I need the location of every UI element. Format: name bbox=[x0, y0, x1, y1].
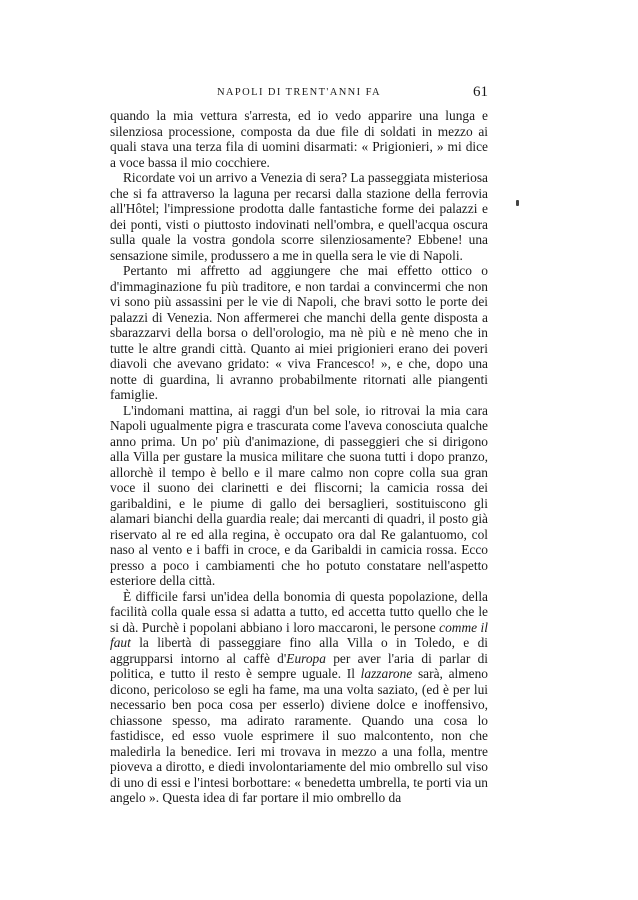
paragraph-5-text-3: per aver l'aria di parlar di politica, e tutto il resto è sempre uguale. Il bbox=[110, 650, 488, 681]
paragraph-5-text-4: sarà, almeno dicono, pericoloso se egli ha fame, ma una volta saziato, (ed è per lui necessario ben poca cosa per esserlo) diviene dolce e inoffensivo, chiassone spesso, ma adirato raramente. Quando una cosa lo fastidisce, ed esso vuole esprimere il suo malcontento, non che maledirla la benedice. Ieri mi trovava in mezzo a una folla, mentre pioveva a dirotto, e diedi involontariamente del mio ombrello sul viso di uno di essi e l'intesi borbottare: « benedetta umbrella, te porti via un angelo ». Questa idea di far portare il mio ombrello da bbox=[110, 666, 488, 805]
page-number: 61 bbox=[473, 84, 488, 100]
italic-word-europa: Europa bbox=[286, 650, 326, 666]
paragraph-4: L'indomani mattina, ai raggi d'un bel sole, io ritrovai la mia cara Napoli ugualmente pigra e trascurata come l'aveva conosciuta qualche anno prima. Un po' più d'animazione, di passeggieri che si dirigono alla Villa per gustare la musica militare che suona tutti i dopo pranzo, allorchè il tempo è bello e il mare calmo non copre colla sua gran voce il suono dei clarinetti e dei fliscorni; la camicia rossa dei garibaldini, e le piume di gallo dei bersaglieri, sostituiscono gli alamari bianchi della guardia reale; dai mercanti di quadri, il posto già riservato al re ed alla regina, è occupato ora dal Re galantuomo, col naso al vento e i baffi in croce, e da Garibaldi in camicia rossa. Ecco presso a poco i cambiamenti che ho potuto constatare nell'aspetto esteriore della città. bbox=[110, 402, 488, 588]
paragraph-5 bbox=[110, 589, 488, 806]
italic-word-lazzarone: lazzarone bbox=[360, 666, 413, 681]
body-text bbox=[110, 108, 488, 806]
paragraph-2: Ricordate voi un arrivo a Venezia di sera? La passeggiata misteriosa che si fa attraverso la laguna per recarsi dalla stazione della ferrovia all'Hôtel; l'impressione prodotta dalle fantastiche forme dei palazzi e dei ponti, visti o piuttosto indovinati nell'ombra, e quell'acqua oscura sulla quale la vostra gondola scorre silenziosamente? Ebbene! una sensazione simile, produssero a me in quella sera le vie di Napoli. bbox=[110, 170, 488, 263]
running-title: NAPOLI DI TRENT'ANNI FA bbox=[216, 87, 382, 98]
paragraph-3: Pertanto mi affretto ad aggiungere che mai effetto ottico o d'immaginazione fu più traditore, e non tardai a convincermi che non vi sono più assassini per le vie di Napoli, che bravi sotto le porte dei palazzi di Venezia. Non affermerei che manchi della gente disposta a sbarazzarvi della borsa o dell'orologio, ma nè più e nè meno che in tutte le altre grandi città. Quanto ai miei prigionieri erano dei poveri diavoli che avevano gridato: « viva Francesco! », e che, dopo una notte di guardina, li avranno probabilmente ritornati alle piangenti famiglie. bbox=[110, 263, 488, 402]
margin-ink-mark bbox=[516, 200, 519, 206]
paragraph-1: quando la mia vettura s'arresta, ed io vedo apparire una lunga e silenziosa processione, composta da due file di soldati in mezzo ai quali stava una terza fila di uomini disarmati: « Prigionieri, » mi dice a voce bassa il mio cocchiere. bbox=[110, 108, 488, 170]
paragraph-5-text-1: È difficile farsi un'idea della bonomia di questa popolazione, della facilità colla quale essa si adatta a tutto, ed accetta tutto quello che le si dà. Purchè i popolani abbiano i loro maccaroni, le persone bbox=[110, 588, 488, 635]
page-header bbox=[110, 84, 488, 107]
italic-phrase-comme-il-faut: comme il faut bbox=[110, 619, 488, 650]
paragraph-5-text-2: la libertà di passeggiare fino alla Villa o in Toledo, e di aggrupparsi intorno al caffè d' bbox=[110, 635, 488, 666]
